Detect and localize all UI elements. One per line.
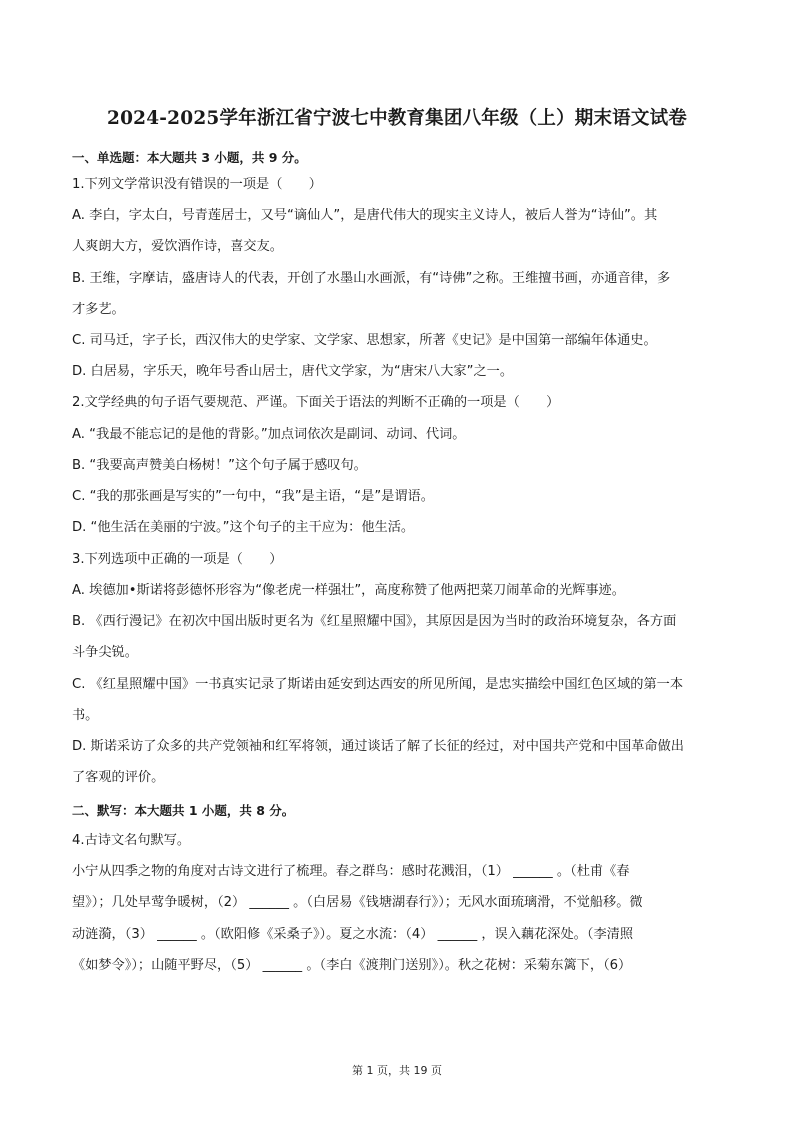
question-1-option-d: D. 白居易，字乐天，晚年号香山居士，唐代文学家，为“唐宋八大家”之一。 <box>72 364 514 379</box>
page-title: 2024-2025学年浙江省宁波七中教育集团八年级（上）期末语文试卷 <box>107 108 687 129</box>
question-4-stem: 4.古诗文名句默写。 <box>72 833 191 848</box>
question-2-option-b: B. “我要高声赞美白杨树！”这个句子属于感叹句。 <box>72 458 367 473</box>
question-3-option-a: A. 埃德加•斯诺将彭德怀形容为“像老虎一样强壮”，高度称赞了他两把菜刀闹革命的光辉事迹。 <box>72 583 625 598</box>
question-4-text-line-4: 《如梦令》）；山随平野尽，（5） ______ 。（李白《渡荆门送别》）。秋之花树：采菊东篱下，（6） <box>72 958 632 973</box>
section-heading-single-choice: 一、单选题：本大题共 3 小题，共 9 分。 <box>72 150 307 165</box>
question-1-stem: 1.下列文学常识没有错误的一项是（ ） <box>72 177 322 192</box>
question-1-option-b-cont: 才多艺。 <box>72 302 125 317</box>
question-3-option-c-cont: 书。 <box>72 708 99 723</box>
question-3-option-b: B. 《西行漫记》在初次中国出版时更名为《红星照耀中国》，其原因是因为当时的政治环境复杂，各方面 <box>72 614 677 629</box>
question-4-text-line-3: 动涟漪，（3） ______ 。（欧阳修《采桑子》）。夏之水流：（4） ______ ，误入藕花深处。（李清照 <box>72 927 634 942</box>
question-3-option-d-cont: 了客观的评价。 <box>72 770 165 785</box>
question-2-stem: 2.文学经典的句子语气要规范、严谨。下面关于语法的判断不正确的一项是（ ） <box>72 395 560 410</box>
question-1-option-c: C. 司马迁，字子长，西汉伟大的史学家、文学家、思想家，所著《史记》是中国第一部编年体通史。 <box>72 333 657 348</box>
question-3-option-d: D. 斯诺采访了众多的共产党领袖和红军将领，通过谈话了解了长征的经过，对中国共产党和中国革命做出 <box>72 739 684 754</box>
exam-page <box>72 0 722 1123</box>
question-2-option-a: A. “我最不能忘记的是他的背影。”加点词依次是副词、动词、代词。 <box>72 427 466 442</box>
question-3-stem: 3.下列选项中正确的一项是（ ） <box>72 552 283 567</box>
question-4-text-line-1: 小宁从四季之物的角度对古诗文进行了梳理。春之群鸟：感时花溅泪，（1） ______ 。（杜甫《春 <box>72 864 630 879</box>
section-heading-dictation: 二、默写：本大题共 1 小题，共 8 分。 <box>72 803 295 818</box>
question-4-text-line-2: 望》）；几处早莺争暖树，（2） ______ 。（白居易《钱塘湖春行》）；无风水面琉璃滑，不觉船移。微 <box>72 895 643 910</box>
question-1-option-a-cont: 人爽朗大方，爱饮酒作诗，喜交友。 <box>72 239 283 254</box>
question-2-option-c: C. “我的那张画是写实的”一句中，“我”是主语，“是”是谓语。 <box>72 489 434 504</box>
question-3-option-b-cont: 斗争尖锐。 <box>72 645 138 660</box>
question-3-option-c: C. 《红星照耀中国》一书真实记录了斯诺由延安到达西安的所见所闻，是忠实描绘中国红色区域的第一本 <box>72 677 684 692</box>
page-footer: 第 1 页，共 19 页 <box>352 1064 442 1077</box>
question-1-option-a: A. 李白，字太白，号青莲居士，又号“谪仙人”，是唐代伟大的现实主义诗人，被后人誉为“诗仙”。其 <box>72 208 658 223</box>
question-1-option-b: B. 王维，字摩诘，盛唐诗人的代表，开创了水墨山水画派，有“诗佛”之称。王维擅书画，亦通音律，多 <box>72 271 671 286</box>
question-2-option-d: D. “他生活在美丽的宁波。”这个句子的主干应为：他生活。 <box>72 520 415 535</box>
